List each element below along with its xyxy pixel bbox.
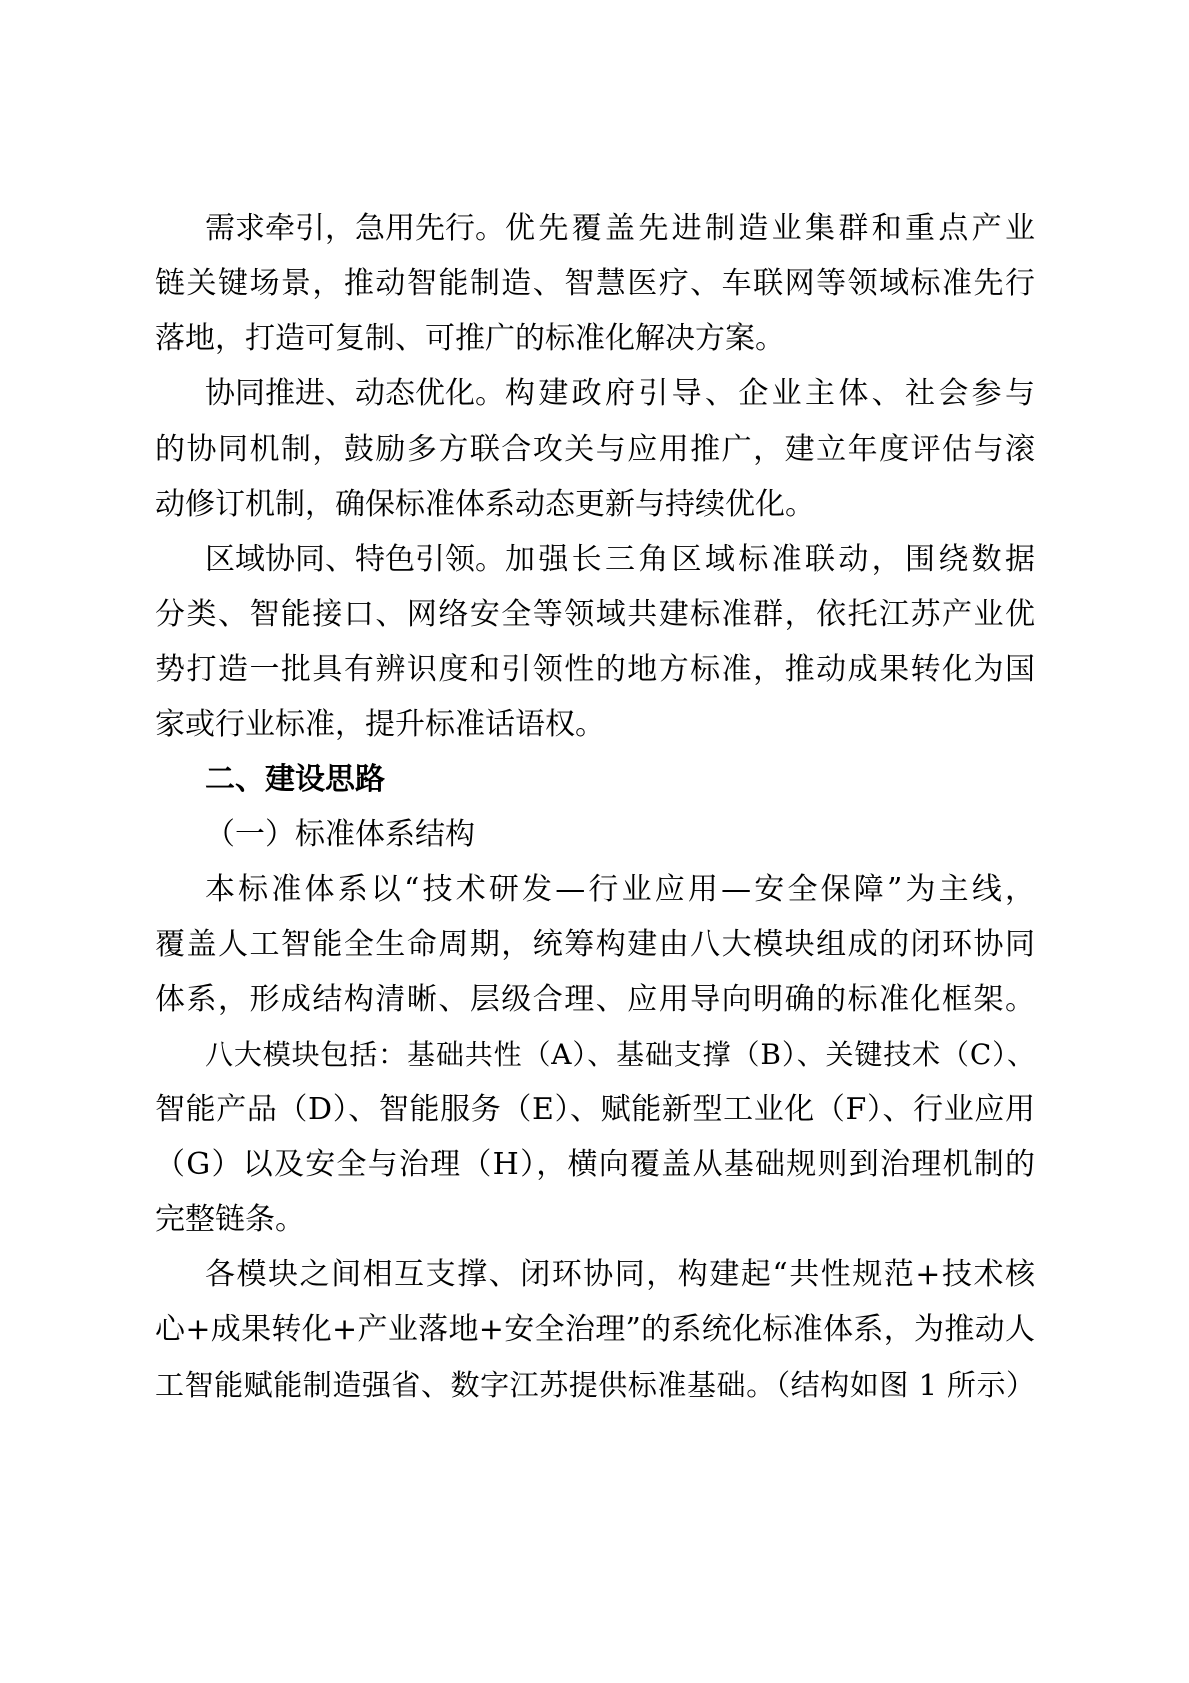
body-2-line-3 <box>155 1145 1035 1185</box>
body-2-line-1 <box>205 1035 1035 1075</box>
paragraph-3-lead: 区域协同、特色引领。 <box>205 542 505 577</box>
paragraph-3-text-4: 家或行业标准，提升标准话语权。 <box>155 707 605 742</box>
body-3-text-1: 各模块之间相互支撑、闭环协同，构建起“共性规范+技术核 <box>205 1257 1035 1292</box>
section-heading: 二、建设思路 <box>205 762 385 797</box>
paragraph-3-text-1: 加强长三角区域标准联动，围绕数据 <box>505 542 1035 577</box>
body-1-line-2 <box>155 925 1035 965</box>
body-2-line-2 <box>155 1090 1035 1130</box>
body-2-line-4 <box>155 1200 1035 1240</box>
body-3-line-3 <box>155 1365 1035 1405</box>
body-3-line-1 <box>205 1255 1035 1295</box>
body-2-text-4: 完整链条。 <box>155 1202 305 1237</box>
paragraph-3-line-1 <box>205 540 1035 580</box>
body-3-text-3: 工智能赋能制造强省、数字江苏提供标准基础。（结构如图 1 所示） <box>155 1368 1035 1402</box>
paragraph-1-text-1: 优先覆盖先进制造业集群和重点产业 <box>505 211 1035 246</box>
paragraph-3-line-3 <box>155 650 1035 690</box>
subsection-heading: （一）标准体系结构 <box>205 817 475 852</box>
paragraph-2-text-3: 动修订机制，确保标准体系动态更新与持续优化。 <box>155 487 815 522</box>
body-3-text-2: 心+成果转化+产业落地+安全治理”的系统化标准体系，为推动人 <box>155 1312 1035 1347</box>
paragraph-2-text-1: 构建政府引导、企业主体、社会参与 <box>505 376 1035 411</box>
body-1-line-3 <box>155 980 1035 1020</box>
body-1-text-2: 覆盖人工智能全生命周期，统筹构建由八大模块组成的闭环协同 <box>155 927 1035 962</box>
paragraph-3-line-2 <box>155 595 1035 635</box>
paragraph-2-line-1 <box>205 374 1035 414</box>
body-2-text-3: （G）以及安全与治理（H），横向覆盖从基础规则到治理机制的 <box>155 1147 1035 1182</box>
paragraph-1-lead: 需求牵引，急用先行。 <box>205 211 505 246</box>
paragraph-1-text-3: 落地，打造可复制、可推广的标准化解决方案。 <box>155 321 785 356</box>
paragraph-2-line-2 <box>155 430 1035 470</box>
paragraph-1-line-3 <box>155 319 1035 359</box>
paragraph-3-text-2: 分类、智能接口、网络安全等领域共建标准群，依托江苏产业优 <box>155 597 1035 632</box>
paragraph-1-line-2 <box>155 264 1035 304</box>
body-1-text-1: 本标准体系以“技术研发—行业应用—安全保障”为主线， <box>205 872 1035 907</box>
paragraph-3-line-4 <box>155 705 1035 745</box>
paragraph-2-line-3 <box>155 485 1035 525</box>
body-1-line-1 <box>205 870 1035 910</box>
body-3-line-2 <box>155 1310 1035 1350</box>
body-1-text-3: 体系，形成结构清晰、层级合理、应用导向明确的标准化框架。 <box>155 982 1035 1017</box>
paragraph-2-lead: 协同推进、动态优化。 <box>205 376 505 411</box>
paragraph-1-line-1 <box>205 209 1035 249</box>
paragraph-2-text-2: 的协同机制，鼓励多方联合攻关与应用推广，建立年度评估与滚 <box>155 432 1035 467</box>
body-2-text-2: 智能产品（D）、智能服务（E）、赋能新型工业化（F）、行业应用 <box>155 1092 1035 1127</box>
body-2-text-1: 八大模块包括：基础共性（A）、基础支撑（B）、关键技术（C）、 <box>205 1038 1035 1071</box>
paragraph-3-text-3: 势打造一批具有辨识度和引领性的地方标准，推动成果转化为国 <box>155 652 1035 687</box>
paragraph-1-text-2: 链关键场景，推动智能制造、智慧医疗、车联网等领域标准先行 <box>155 266 1035 301</box>
